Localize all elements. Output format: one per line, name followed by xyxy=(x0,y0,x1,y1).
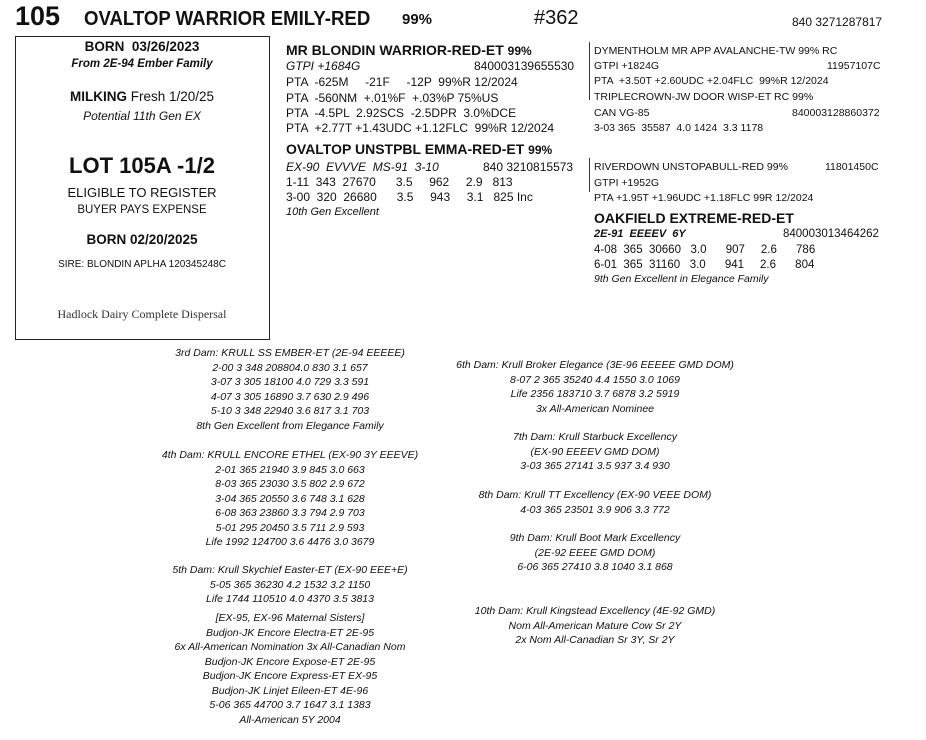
fourth-dam-line: 4th Dam: KRULL ENCORE ETHEL (EX-90 3Y EEEVE) xyxy=(161,449,419,461)
seventh-dam-line: 3-03 365 27141 3.5 937 3.4 930 xyxy=(520,460,670,472)
fourth-dam-line: 8-03 365 23030 3.5 802 2.9 672 xyxy=(215,478,365,490)
dam-dam-record-1: 4-08 365 30660 3.0 907 2.6 786 xyxy=(594,244,816,256)
sire-name xyxy=(286,42,532,58)
footer-line: Hadlock Dairy Complete Dispersal xyxy=(57,307,227,321)
born-date: 03/26/2023 xyxy=(131,39,200,54)
third-dam-line: 3rd Dam: KRULL SS EMBER-ET (2E-94 EEEEE) xyxy=(175,347,405,359)
eligible-line: ELIGIBLE TO REGISTER xyxy=(67,185,217,200)
third-dam-line: 2-00 3 348 208804.0 830 3.1 657 xyxy=(212,361,368,374)
dam-dam-name: OAKFIELD EXTREME-RED-ET xyxy=(594,210,794,226)
sisters-line: Budjon-JK Encore Expose-ET 2E-95 xyxy=(204,655,376,668)
seventh-dam-line: (EX-90 EEEEV GMD DOM) xyxy=(530,445,660,458)
milking-line xyxy=(16,89,268,104)
sisters-line: Budjon-JK Linjet Eileen-ET 4E-96 xyxy=(211,684,369,697)
buyer-pays-line: BUYER PAYS EXPENSE xyxy=(77,204,207,216)
dam-name-text: OVALTOP UNSTPBL EMMA-RED-ET xyxy=(286,141,525,157)
lot-title: LOT 105A -1/2 xyxy=(69,153,215,178)
lot-number: 105 xyxy=(15,1,61,31)
tenth-dam-line: Nom All-American Mature Cow Sr 2Y xyxy=(508,619,682,632)
sire-sire-gtpi: GTPI +1824G xyxy=(594,60,660,72)
sisters-line: [EX-95, EX-96 Maternal Sisters] xyxy=(215,612,365,624)
sire-percent: 99% xyxy=(507,44,532,58)
dam-dam-note: 9th Gen Excellent in Elegance Family xyxy=(594,273,769,285)
sixth-dam-line: 6th Dam: Krull Broker Elegance (3E-96 EEEEE GMD DOM) xyxy=(456,359,734,371)
dam-record-2: 3-00 320 26680 3.5 943 3.1 825 Inc xyxy=(286,190,533,204)
ninth-dam-line: (2E-92 EEEE GMD DOM) xyxy=(534,546,656,559)
milking-value: Fresh 1/20/25 xyxy=(130,89,215,104)
maternal-sisters-block xyxy=(140,611,440,727)
registration-number: 840 3271287817 xyxy=(792,15,883,29)
eighth-dam-block xyxy=(445,488,745,517)
dam-class: EX-90 EVVVE MS-91 3-10 xyxy=(286,160,439,174)
family-line: From 2E-94 Ember Family xyxy=(71,58,213,70)
animal-percent: 99% xyxy=(402,11,433,28)
sisters-line: 5-06 365 44700 3.7 1647 3.1 1383 xyxy=(209,699,371,711)
third-dam-block xyxy=(140,346,440,433)
eighth-dam-line: 4-03 365 23501 3.9 906 3.3 772 xyxy=(520,503,670,516)
fifth-dam-line: 5-05 365 36230 4.2 1532 3.2 1150 xyxy=(209,578,371,591)
animal-name: OVALTOP WARRIOR EMILY-RED xyxy=(84,8,371,30)
sire-pta-1: PTA -625M -21F -12P 99%R 12/2024 xyxy=(286,75,518,89)
sixth-dam-line: 8-07 2 365 35240 4.4 1550 3.0 1069 xyxy=(510,373,680,386)
born-label: BORN xyxy=(84,39,125,54)
sisters-line: All-American 5Y 2004 xyxy=(239,713,341,726)
third-dam-line: 4-07 3 305 16890 3.7 630 2.9 496 xyxy=(210,390,370,403)
eighth-dam-line: 8th Dam: Krull TT Excellency (EX-90 VEEE DOM) xyxy=(478,489,712,501)
fourth-dam-line: 6-08 363 23860 3.3 794 2.9 703 xyxy=(215,507,365,519)
sixth-dam-line: Life 2356 183710 3.7 6878 3.2 5919 xyxy=(510,388,680,400)
divider-sire-side xyxy=(589,42,590,100)
dam-dam-reg: 840003013464262 xyxy=(783,228,879,240)
ninth-dam-block xyxy=(445,531,745,575)
sisters-line: Budjon-JK Encore Express-ET EX-95 xyxy=(202,670,378,682)
sire-name-text: MR BLONDIN WARRIOR-RED-ET xyxy=(286,42,504,58)
sire-pta-4: PTA +2.77T +1.43UDC +1.12FLC 99%R 12/2024 xyxy=(286,121,555,135)
dam-record-1: 1-11 343 27670 3.5 962 2.9 813 xyxy=(286,175,513,189)
third-dam-line: 3-07 3 305 18100 4.0 729 3.3 591 xyxy=(210,376,370,388)
fourth-dam-line: 5-01 295 20450 3.5 711 2.9 593 xyxy=(215,521,365,534)
tenth-dam-block xyxy=(445,604,745,648)
dam-sire-code: 11801450C xyxy=(825,161,879,173)
sixth-dam-block xyxy=(445,358,745,416)
sire-dam-class: CAN VG-85 xyxy=(594,107,650,119)
dam-note: 10th Gen Excellent xyxy=(286,206,379,218)
fourth-dam-block xyxy=(140,448,440,550)
catalog-id: #362 xyxy=(534,7,579,29)
fifth-dam-line: 5th Dam: Krull Skychief Easter-ET (EX-90 EEE+E) xyxy=(172,564,408,576)
fifth-dam-block xyxy=(140,563,440,607)
seventh-dam-block xyxy=(445,430,745,474)
potential-line: Potential 11th Gen EX xyxy=(83,109,201,123)
fourth-dam-line: 3-04 365 20550 3.6 748 3.1 628 xyxy=(215,492,365,505)
dam-name xyxy=(286,141,552,157)
tenth-dam-line: 2x Nom All-Canadian Sr 3Y, Sr 2Y xyxy=(515,634,675,646)
dam-reg: 840 3210815573 xyxy=(483,160,574,174)
dam-percent: 99% xyxy=(528,143,553,157)
sire-sire-pta: PTA +3.50T +2.60UDC +2.04FLC 99%R 12/2024 xyxy=(594,75,829,87)
third-dam-line: 8th Gen Excellent from Elegance Family xyxy=(196,419,384,432)
sire-dam-reg: 840003128860372 xyxy=(792,107,880,119)
third-dam-line: 5-10 3 348 22940 3.6 817 3.1 703 xyxy=(210,405,370,417)
sire-dam-record: 3-03 365 35587 4.0 1424 3.3 1178 xyxy=(594,122,764,134)
sire-sire-code: 11957107C xyxy=(827,60,881,72)
dam-sire-gtpi: GTPI +1952G xyxy=(594,177,660,189)
dam-dam-record-2: 6-01 365 31160 3.0 941 2.6 804 xyxy=(594,259,815,271)
fourth-dam-line: Life 1992 124700 3.6 4476 3.0 3679 xyxy=(205,536,375,548)
sisters-line: Budjon-JK Encore Electra-ET 2E-95 xyxy=(205,626,375,639)
sire-reg: 840003139655530 xyxy=(474,59,575,73)
dam-dam-class: 2E-91 EEEEV 6Y xyxy=(594,228,686,240)
seventh-dam-line: 7th Dam: Krull Starbuck Excellency xyxy=(513,431,677,443)
sire-gtpi: GTPI +1684G xyxy=(286,59,361,73)
sisters-line: 6x All-American Nomination 3x All-Canadian Nom xyxy=(174,641,406,653)
sixth-dam-line: 3x All-American Nominee xyxy=(535,402,655,415)
sire-dam-name: TRIPLECROWN-JW DOOR WISP-ET RC 99% xyxy=(594,91,814,103)
divider-dam-side xyxy=(589,158,590,192)
born2-line: BORN 02/20/2025 xyxy=(86,232,198,247)
sire-line: SIRE: BLONDIN APLHA 120345248C xyxy=(58,259,226,270)
sire-pta-2: PTA -560NM +.01%F +.03%P 75%US xyxy=(286,91,499,105)
ninth-dam-line: 9th Dam: Krull Boot Mark Excellency xyxy=(509,532,681,544)
lot-info-box xyxy=(15,36,270,340)
milking-label: MILKING xyxy=(69,89,127,104)
fourth-dam-line: 2-01 365 21940 3.9 845 3.0 663 xyxy=(215,463,365,476)
dam-sire-pta: PTA +1.95T +1.96UDC +1.18FLC 99R 12/2024 xyxy=(594,192,814,204)
born-line xyxy=(16,39,268,54)
tenth-dam-line: 10th Dam: Krull Kingstead Excellency (4E-92 GMD) xyxy=(474,605,716,617)
sire-sire-name: DYMENTHOLM MR APP AVALANCHE-TW 99% RC xyxy=(594,45,838,57)
sire-pta-3: PTA -4.5PL 2.92SCS -2.5DPR 3.0%DCE xyxy=(286,106,517,120)
dam-sire-name: RIVERDOWN UNSTOPABULL-RED 99% xyxy=(594,161,788,173)
fifth-dam-line: Life 1744 110510 4.0 4370 3.5 3813 xyxy=(206,593,374,605)
ninth-dam-line: 6-06 365 27410 3.8 1040 3.1 868 xyxy=(517,561,673,573)
